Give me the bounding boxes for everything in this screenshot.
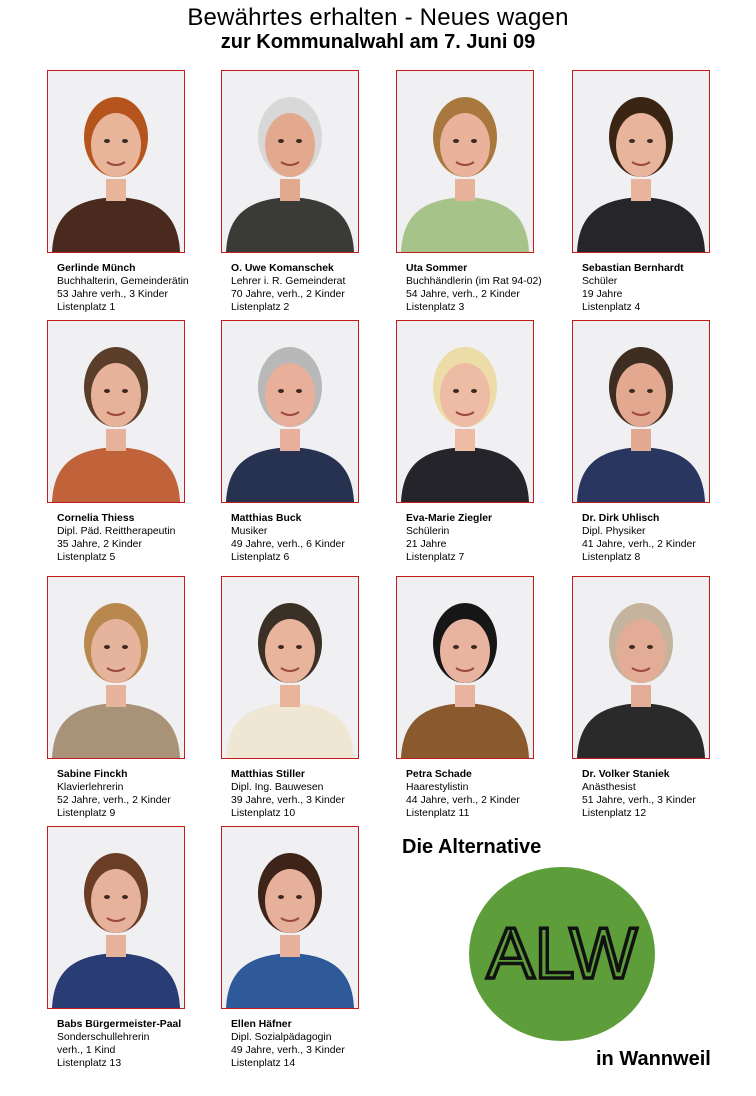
candidate-details: 49 Jahre, verh., 6 Kinder <box>231 539 345 550</box>
candidate-name: Sabine Finckh <box>57 769 128 780</box>
candidate-photo <box>47 70 185 253</box>
candidate-details: 41 Jahre, verh., 2 Kinder <box>582 539 696 550</box>
candidate-info <box>231 768 401 820</box>
candidate-list-position: Listenplatz 9 <box>57 808 116 819</box>
candidate-list-position: Listenplatz 11 <box>406 808 470 819</box>
candidate-photo <box>221 320 359 503</box>
candidate-details: 39 Jahre, verh., 3 Kinder <box>231 795 345 806</box>
candidate-details: 51 Jahre, verh., 3 Kinder <box>582 795 696 806</box>
party-slogan: Die Alternative <box>402 836 542 858</box>
candidate-details: verh., 1 Kind <box>57 1045 116 1056</box>
candidate-photo <box>221 576 359 759</box>
candidate-name: Sebastian Bernhardt <box>582 263 684 274</box>
candidate-photo <box>47 576 185 759</box>
candidate-list-position: Listenplatz 8 <box>582 552 641 563</box>
candidate-info <box>57 1018 227 1070</box>
candidate-details: 21 Jahre <box>406 539 447 550</box>
candidate-name: Uta Sommer <box>406 263 468 274</box>
candidate-profession: Dipl. Ing. Bauwesen <box>231 782 324 793</box>
logo-text: ALW <box>486 914 638 994</box>
candidate-photo <box>221 70 359 253</box>
candidate-list-position: Listenplatz 14 <box>231 1058 296 1069</box>
candidate-details: 52 Jahre, verh., 2 Kinder <box>57 795 171 806</box>
candidate-list-position: Listenplatz 1 <box>57 302 116 313</box>
candidate-info <box>57 262 227 314</box>
candidate-profession: Haarestylistin <box>406 782 469 793</box>
candidate-name: Cornelia Thiess <box>57 513 135 524</box>
candidate-profession: Anästhesist <box>582 782 636 793</box>
candidate-photo <box>572 576 710 759</box>
candidate-profession: Dipl. Päd. Reittherapeutin <box>57 526 176 537</box>
candidate-photo <box>47 826 185 1009</box>
candidate-info <box>582 262 752 314</box>
candidate-details: 49 Jahre, verh., 3 Kinder <box>231 1045 345 1056</box>
candidate-info <box>231 1018 401 1070</box>
candidate-name: Dr. Volker Staniek <box>582 769 670 780</box>
candidate-profession: Lehrer i. R. Gemeinderat <box>231 276 346 287</box>
candidate-details: 19 Jahre <box>582 289 623 300</box>
candidate-info <box>406 512 576 564</box>
candidate-list-position: Listenplatz 12 <box>582 808 647 819</box>
candidate-list-position: Listenplatz 10 <box>231 808 296 819</box>
candidate-name: Gerlinde Münch <box>57 263 136 274</box>
candidate-name: Eva-Marie Ziegler <box>406 513 493 524</box>
candidate-profession: Buchhändlerin (im Rat 94-02) <box>406 276 542 287</box>
candidate-info <box>231 512 401 564</box>
candidate-profession: Buchhalterin, Gemeinderätin <box>57 276 189 287</box>
party-location: in Wannweil <box>596 1048 711 1070</box>
candidate-info <box>406 262 576 314</box>
candidate-details: 54 Jahre, verh., 2 Kinder <box>406 289 520 300</box>
candidate-list-position: Listenplatz 7 <box>406 552 465 563</box>
candidate-profession: Schüler <box>582 276 618 287</box>
candidate-info <box>57 768 227 820</box>
candidate-photo <box>572 320 710 503</box>
candidate-name: Petra Schade <box>406 769 472 780</box>
candidate-info <box>231 262 401 314</box>
candidate-profession: Dipl. Sozialpädagogin <box>231 1032 332 1043</box>
page-subtitle: zur Kommunalwahl am 7. Juni 09 <box>220 31 536 53</box>
candidate-name: Dr. Dirk Uhlisch <box>582 513 660 524</box>
candidate-profession: Musiker <box>231 526 268 537</box>
candidate-photo <box>396 576 534 759</box>
candidate-info <box>406 768 576 820</box>
candidate-list-position: Listenplatz 4 <box>582 302 641 313</box>
candidate-name: Babs Bürgermeister-Paal <box>57 1019 182 1030</box>
candidate-list-position: Listenplatz 3 <box>406 302 465 313</box>
page-title: Bewährtes erhalten - Neues wagen <box>187 4 569 31</box>
candidate-photo <box>572 70 710 253</box>
candidate-name: O. Uwe Komanschek <box>231 263 334 274</box>
candidate-info <box>582 768 752 820</box>
candidate-info <box>57 512 227 564</box>
candidate-details: 35 Jahre, 2 Kinder <box>57 539 142 550</box>
candidate-profession: Schülerin <box>406 526 450 537</box>
candidate-details: 70 Jahre, verh., 2 Kinder <box>231 289 345 300</box>
candidate-profession: Klavierlehrerin <box>57 782 124 793</box>
candidate-list-position: Listenplatz 2 <box>231 302 290 313</box>
candidate-details: 44 Jahre, verh., 2 Kinder <box>406 795 520 806</box>
candidate-profession: Sonderschullehrerin <box>57 1032 150 1043</box>
candidate-list-position: Listenplatz 6 <box>231 552 290 563</box>
candidate-profession: Dipl. Physiker <box>582 526 646 537</box>
party-logo <box>468 866 656 1042</box>
candidate-photo <box>396 70 534 253</box>
candidate-details: 53 Jahre verh., 3 Kinder <box>57 289 168 300</box>
candidate-name: Matthias Stiller <box>231 769 305 780</box>
candidate-photo <box>221 826 359 1009</box>
candidate-list-position: Listenplatz 13 <box>57 1058 122 1069</box>
candidate-name: Matthias Buck <box>231 513 302 524</box>
candidate-photo <box>47 320 185 503</box>
candidate-info <box>582 512 752 564</box>
candidate-list-position: Listenplatz 5 <box>57 552 116 563</box>
candidate-photo <box>396 320 534 503</box>
candidate-name: Ellen Häfner <box>231 1019 292 1030</box>
